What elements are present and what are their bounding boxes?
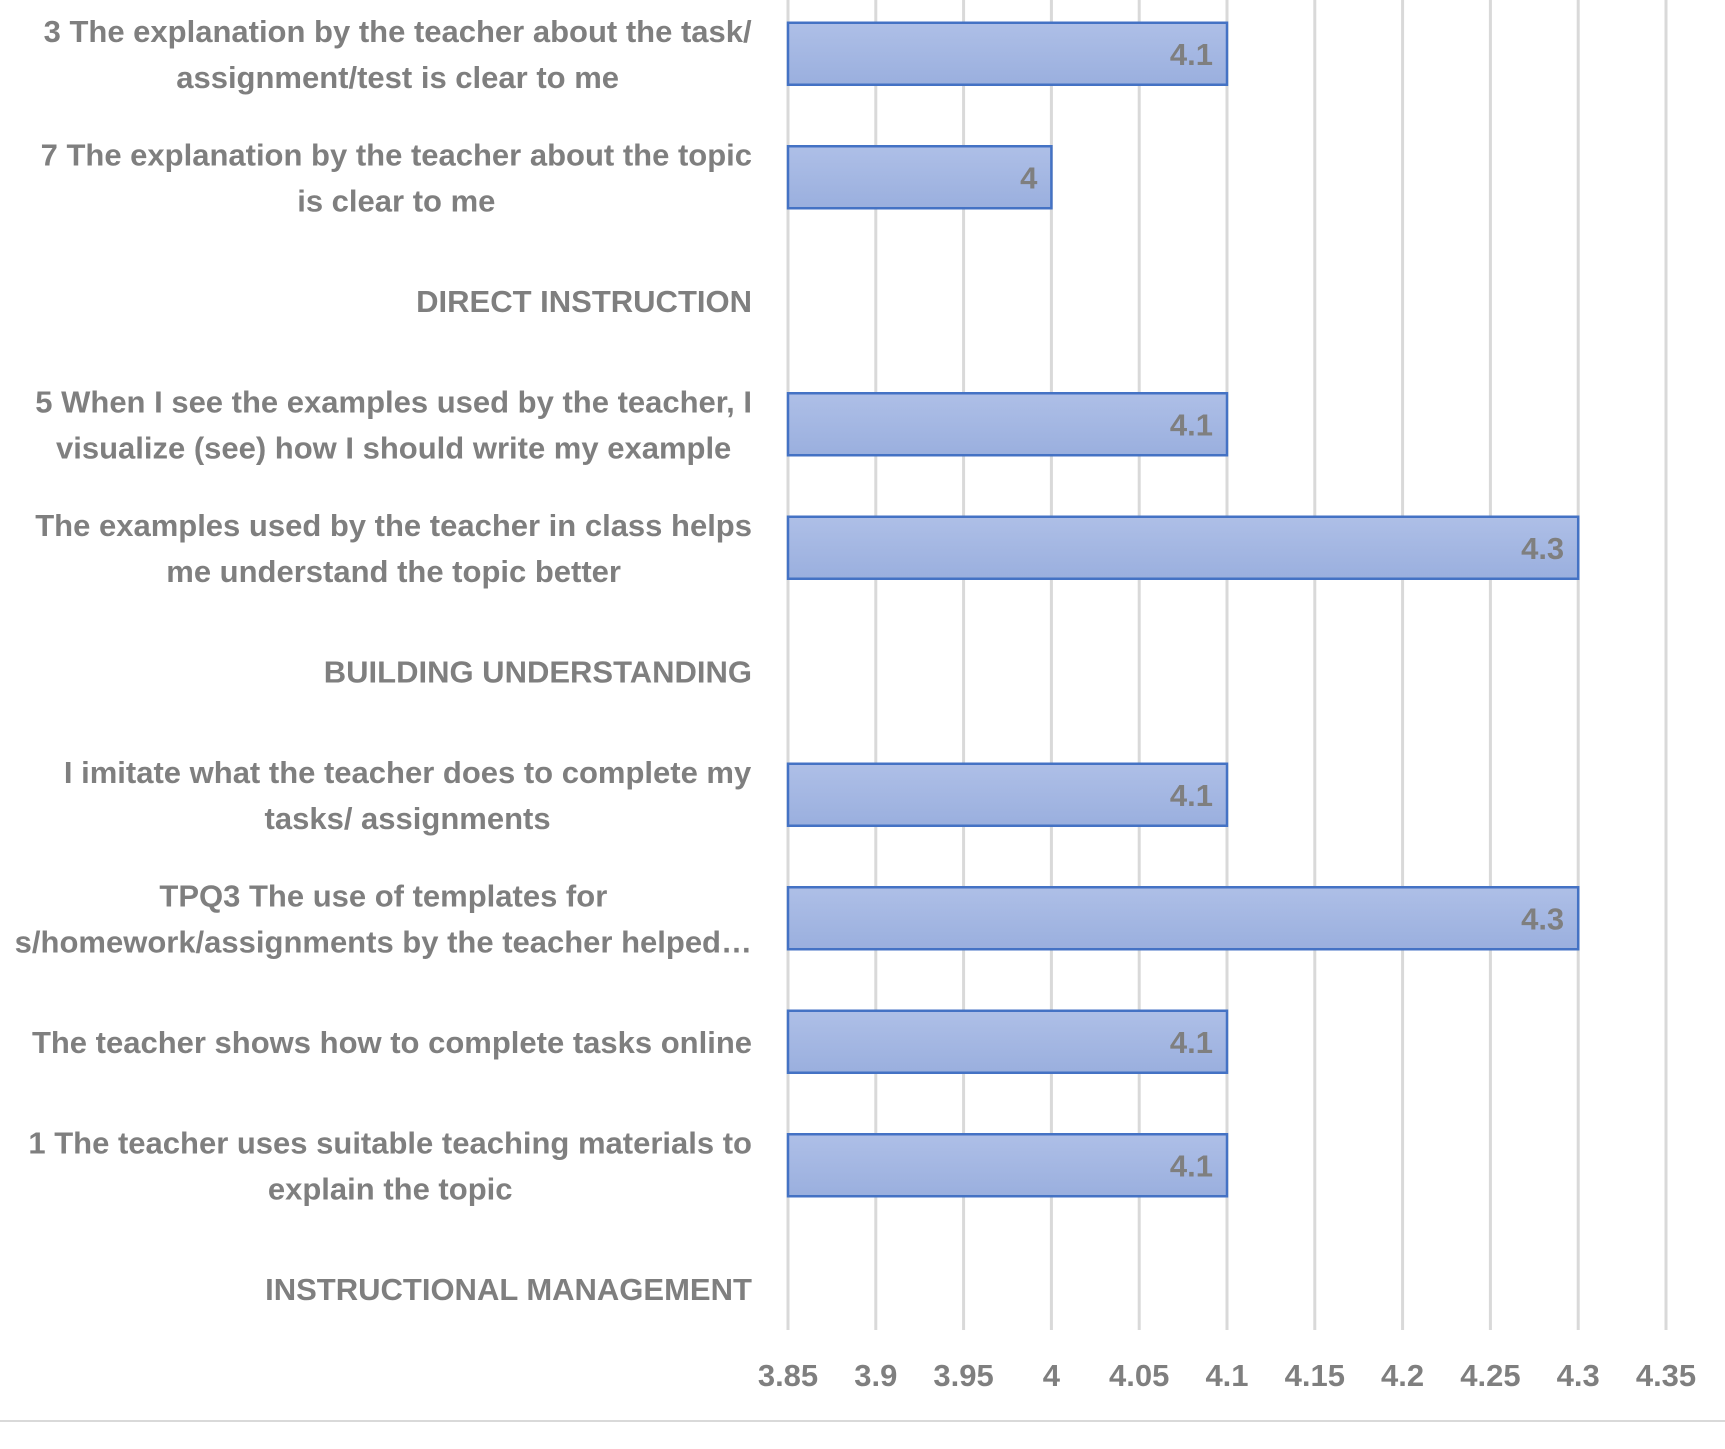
x-tick-label: 4.35 xyxy=(1635,1358,1697,1393)
x-axis-tick-labels xyxy=(758,1358,1696,1393)
bar xyxy=(788,393,1227,455)
bars xyxy=(788,23,1578,1197)
category-label-line: I imitate what the teacher does to complete my xyxy=(63,754,752,790)
category-label xyxy=(64,755,752,836)
category-label xyxy=(32,1025,752,1060)
category-label xyxy=(28,1125,752,1206)
data-label: 4.3 xyxy=(1521,530,1565,566)
data-label: 4.1 xyxy=(1169,407,1213,443)
bar xyxy=(788,23,1227,85)
x-tick-label: 4.2 xyxy=(1381,1358,1425,1393)
category-label-line: visualize (see) how I should write my example xyxy=(55,430,732,466)
x-tick-label: 4.3 xyxy=(1556,1358,1600,1393)
category-label-line: me understand the topic better xyxy=(166,553,621,589)
category-label-line: 3 The explanation by the teacher about the task/ xyxy=(43,13,752,49)
bar xyxy=(788,887,1578,949)
category-label xyxy=(41,137,752,218)
category-label-line: explain the topic xyxy=(267,1171,513,1207)
category-label-line: tasks/ assignments xyxy=(264,800,551,836)
x-tick-label: 3.95 xyxy=(933,1358,994,1393)
category-label-line: assignment/test is clear to me xyxy=(176,59,620,95)
category-label-line: is clear to me xyxy=(297,183,496,219)
x-tick-label: 4.15 xyxy=(1284,1358,1345,1393)
bar xyxy=(788,146,1051,208)
bar xyxy=(788,1011,1227,1073)
data-label: 4.1 xyxy=(1169,1024,1213,1060)
x-tick-label: 4.1 xyxy=(1205,1358,1249,1393)
x-tick-label: 4.25 xyxy=(1460,1358,1521,1393)
data-label: 4.1 xyxy=(1169,36,1213,72)
category-label-line: 1 The teacher uses suitable teaching materials to xyxy=(28,1125,752,1161)
category-label-line: 5 When I see the examples used by the teacher, I xyxy=(35,384,752,420)
x-tick-label: 4 xyxy=(1042,1358,1061,1393)
category-label xyxy=(416,284,752,319)
data-label: 4.1 xyxy=(1169,1148,1213,1184)
category-label-line: BUILDING UNDERSTANDING xyxy=(323,654,752,690)
category-label xyxy=(265,1272,752,1307)
category-label xyxy=(35,508,752,589)
category-label-line: The teacher shows how to complete tasks online xyxy=(31,1024,752,1060)
data-label: 4.1 xyxy=(1169,777,1213,813)
x-tick-label: 4.05 xyxy=(1109,1358,1170,1393)
category-label-line: s/homework/assignments by the teacher helped… xyxy=(14,924,752,960)
x-tick-label: 3.9 xyxy=(854,1358,898,1393)
category-label-line: 7 The explanation by the teacher about the topic xyxy=(40,137,752,173)
category-label-line: TPQ3 The use of templates for xyxy=(159,878,608,914)
category-label xyxy=(324,654,752,689)
category-label-line: DIRECT INSTRUCTION xyxy=(416,283,752,319)
data-label: 4 xyxy=(1020,160,1038,196)
bar xyxy=(788,517,1578,579)
category-label xyxy=(35,384,752,465)
category-label-line: The examples used by the teacher in class helps xyxy=(35,507,752,543)
bar xyxy=(788,764,1227,826)
bar xyxy=(788,1134,1227,1196)
category-label xyxy=(15,878,752,959)
category-label xyxy=(44,14,752,95)
data-label: 4.3 xyxy=(1521,901,1565,937)
category-labels xyxy=(15,14,752,1307)
x-tick-label: 3.85 xyxy=(757,1358,819,1393)
category-label-line: INSTRUCTIONAL MANAGEMENT xyxy=(265,1271,752,1307)
